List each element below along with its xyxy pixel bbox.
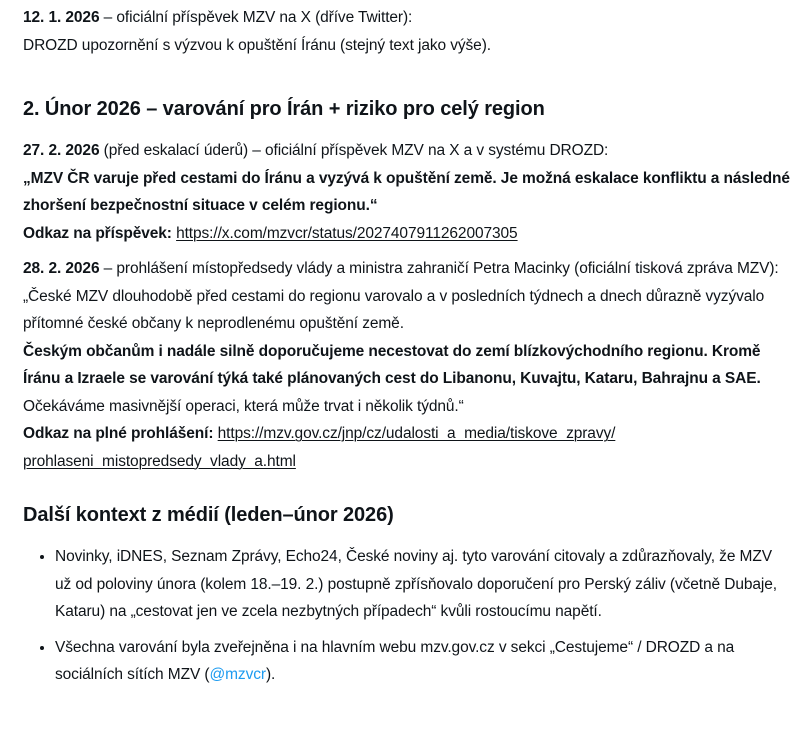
mzvcr-handle-link[interactable]: @mzvcr	[209, 666, 266, 683]
list-item	[55, 634, 791, 689]
entry-feb-28-quote-end: Očekáváme masivnější operaci, která může trvat i několik týdnů.“	[23, 397, 464, 415]
entry-intro: – oficiální příspěvek MZV na X (dříve Twitter):	[99, 9, 413, 26]
entry-feb-28	[23, 255, 791, 475]
entry-feb-27-quote: „MZV ČR varuje před cestami do Íránu a vyzývá k opuštění země. Je možná eskalace konfliktu a následné zhoršení bezpečnostní situace v celém regionu.“	[23, 169, 790, 214]
section-heading-feb: 2. Únor 2026 – varování pro Írán + riziko pro celý region	[23, 98, 545, 120]
statement-link-part2: prohlaseni_mistopredsedy_vlady_a.html	[23, 452, 296, 470]
entry-intro: (před eskalací úderů) – oficiální příspěvek MZV na X a v systému DROZD:	[99, 142, 609, 159]
entry-jan-12-line2: DROZD upozornění s výzvou k opuštění Íránu (stejný text jako výše).	[23, 36, 491, 54]
entry-feb-28-quote-plain: „České MZV dlouhodobě před cestami do regionu varovalo a v posledních týdnech a dnech důrazně vyzývalo přítomné české občany k neprodlenému opuštění země.	[23, 287, 765, 332]
media-context-list	[23, 543, 791, 689]
list-item-text: Všechna varování byla zveřejněna i na hlavním webu mzv.gov.cz v sekci „Cestujeme“ / DROZD a na sociálních sítích MZV (	[55, 638, 735, 683]
entry-jan-12-line1	[23, 4, 791, 32]
entry-date: 27. 2. 2026	[23, 142, 100, 159]
link-label: Odkaz na příspěvek:	[23, 224, 172, 242]
entry-date: 28. 2. 2026	[23, 260, 100, 277]
entry-feb-27-link-line	[23, 220, 791, 248]
statement-link-part1: https://mzv.gov.cz/jnp/cz/udalosti_a_media/tiskove_zpravy/	[217, 425, 616, 442]
list-item: • Novinky, iDNES, Seznam Zprávy, Echo24, České noviny aj. tyto varování citovaly a zdůrazňovaly, že MZV už od poloviny února (kolem 18.–19. 2.) postupně zpřísňovalo doporučení pro Perský záliv (včetně Dubaje, Kataru) na „cestovat jen ve zcela nezbytných případech“ kvůli rostoucímu napětí.	[55, 543, 791, 626]
section-heading-media: Další kontext z médií (leden–únor 2026)	[23, 504, 394, 526]
entry-date: 12. 1. 2026	[23, 9, 100, 26]
entry-feb-28-quote-bold: Českým občanům i nadále silně doporučujeme necestovat do zemí blízkovýchodního regionu. Kromě Íránu a Izraele se varování týká také plánovaných cest do Libanonu, Kuvajtu, Kataru, Bahrajnu a SAE.	[23, 342, 761, 387]
entry-feb-27	[23, 137, 791, 247]
list-item-end: ).	[265, 666, 276, 683]
entry-intro: – prohlášení místopředsedy vlády a ministra zahraničí Petra Macinky (oficiální tisková zpráva MZV):	[99, 260, 779, 277]
entry-feb-28-intro	[23, 255, 791, 283]
entry-feb-28-link-line	[23, 420, 791, 475]
entry-jan-12	[23, 4, 791, 59]
entry-feb-27-intro	[23, 137, 791, 165]
link-label: Odkaz na plné prohlášení:	[23, 425, 214, 442]
post-link[interactable]: https://x.com/mzvcr/status/2027407911262007305	[176, 224, 518, 242]
